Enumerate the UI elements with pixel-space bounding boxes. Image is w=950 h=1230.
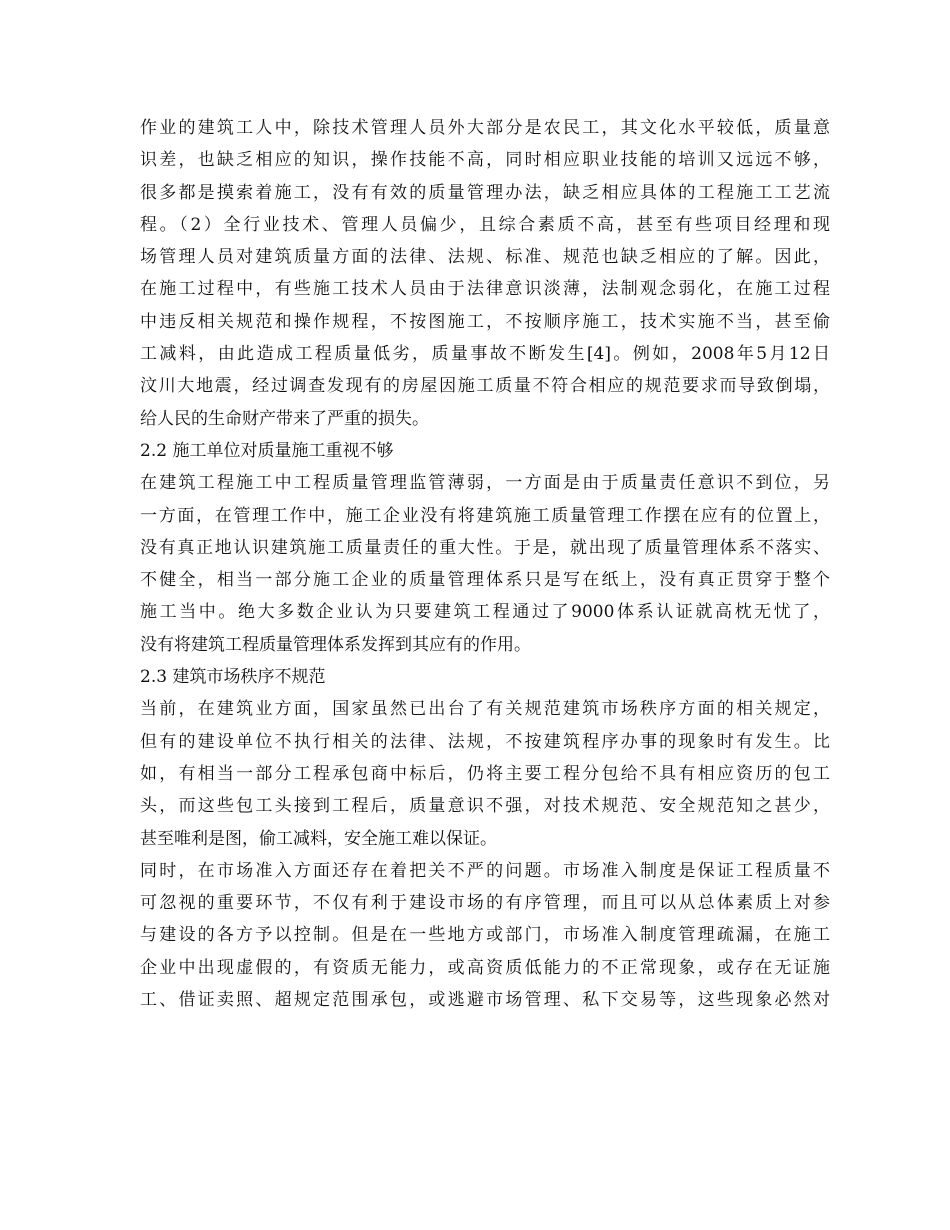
text-line: 一方面，在管理工作中，施工企业没有将建筑施工质量管理工作摆在应有的位置上， <box>140 505 830 526</box>
text-line: 头，而这些包工头接到工程后，质量意识不强，对技术规范、安全规范知之甚少， <box>140 796 830 817</box>
text-line: 不健全，相当一部分施工企业的质量管理体系只是写在纸上，没有真正贯穿于整个 <box>140 570 830 591</box>
text-line: 与建设的各方予以控制。但是在一些地方或部门，市场准入制度管理疏漏，在施工 <box>140 925 830 946</box>
text-line: 当前，在建筑业方面，国家虽然已出台了有关规范建筑市场秩序方面的相关规定， <box>140 699 830 720</box>
text-line: 但有的建设单位不执行相关的法律、法规，不按建筑程序办事的现象时有发生。比 <box>140 731 830 752</box>
text-line: 可忽视的重要环节，不仅有利于建设市场的有序管理，而且可以从总体素质上对参 <box>140 893 830 914</box>
text-line: 汶川大地震，经过调查发现有的房屋因施工质量不符合相应的规范要求而导致倒塌， <box>140 376 830 397</box>
section-heading: 2.2 施工单位对质量施工重视不够 <box>140 440 394 461</box>
text-line: 工减料，由此造成工程质量低劣，质量事故不断发生[4]。例如，2008年5月12日 <box>140 344 830 365</box>
text-line: 同时，在市场准入方面还存在着把关不严的问题。市场准入制度是保证工程质量不 <box>140 860 830 881</box>
text-line: 很多都是摸索着施工，没有有效的质量管理办法，缺乏相应具体的工程施工工艺流 <box>140 182 830 203</box>
text-line: 企业中出现虚假的，有资质无能力，或高资质低能力的不正常现象，或存在无证施 <box>140 957 830 978</box>
text-line: 在施工过程中，有些施工技术人员由于法律意识淡薄，法制观念弱化，在施工过程 <box>140 279 830 300</box>
text-line: 程。（2）全行业技术、管理人员偏少，且综合素质不高，甚至有些项目经理和现 <box>140 214 830 235</box>
text-line: 没有将建筑工程质量管理体系发挥到其应有的作用。 <box>140 634 531 655</box>
text-line: 场管理人员对建筑质量方面的法律、法规、标准、规范也缺乏相应的了解。因此， <box>140 247 830 268</box>
text-line: 甚至唯利是图，偷工减料，安全施工难以保证。 <box>140 828 497 849</box>
text-line: 没有真正地认识建筑施工质量责任的重大性。于是，就出现了质量管理体系不落实、 <box>140 537 830 558</box>
text-line: 作业的建筑工人中，除技术管理人员外大部分是农民工，其文化水平较低，质量意 <box>140 118 830 138</box>
document-page <box>140 112 830 1016</box>
text-line: 识差，也缺乏相应的知识，操作技能不高，同时相应职业技能的培训又远远不够， <box>140 150 830 171</box>
text-line: 如，有相当一部分工程承包商中标后，仍将主要工程分包给不具有相应资历的包工 <box>140 763 830 784</box>
text-line: 施工当中。绝大多数企业认为只要建筑工程通过了9000体系认证就高枕无忧了， <box>140 602 830 623</box>
text-line: 在建筑工程施工中工程质量管理监管薄弱，一方面是由于质量责任意识不到位，另 <box>140 473 830 494</box>
text-line: 给人民的生命财产带来了严重的损失。 <box>140 408 429 429</box>
text-line: 中违反相关规范和操作规程，不按图施工，不按顺序施工，技术实施不当，甚至偷 <box>140 311 830 332</box>
text-line: 工、借证卖照、超规定范围承包，或逃避市场管理、私下交易等，这些现象必然对 <box>140 990 830 1011</box>
section-heading: 2.3 建筑市场秩序不规范 <box>140 667 326 688</box>
